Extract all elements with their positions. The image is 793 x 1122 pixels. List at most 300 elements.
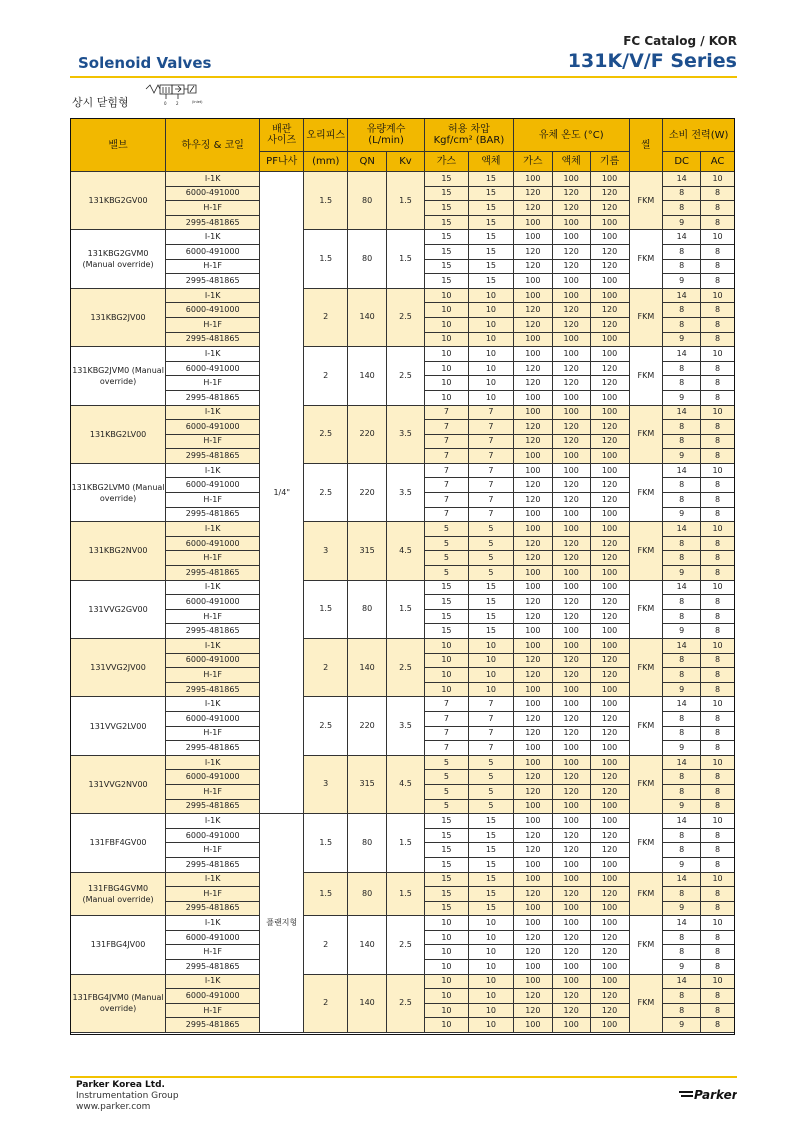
cell-housing: 2995-481865 [166,274,260,289]
cell-dc: 8 [663,609,701,624]
cell-ac: 10 [701,230,735,245]
cell-housing: 6000-491000 [166,478,260,493]
cell-t-gas: 100 [513,624,552,639]
cell-p-liquid: 15 [468,595,513,610]
cell-p-liquid: 7 [468,420,513,435]
cell-t-oil: 100 [590,288,629,303]
cell-ac: 8 [701,493,735,508]
cell-t-liquid: 120 [552,434,590,449]
cell-p-gas: 10 [424,960,468,975]
cell-t-oil: 100 [590,230,629,245]
cell-t-gas: 100 [513,274,552,289]
cell-t-oil: 120 [590,259,629,274]
cell-port-size: 플랜지형 [260,814,304,1033]
normally-closed-label: 상시 닫힘형 [72,96,129,109]
cell-t-liquid: 100 [552,463,590,478]
cell-t-liquid: 100 [552,872,590,887]
cell-dc: 8 [663,303,701,318]
cell-housing: H-1F [166,1003,260,1018]
cell-dc: 8 [663,420,701,435]
cell-housing: H-1F [166,317,260,332]
catalog-label: FC Catalog / KOR [623,34,737,48]
cell-p-gas: 10 [424,930,468,945]
cell-p-liquid: 7 [468,449,513,464]
cell-housing: H-1F [166,259,260,274]
cell-housing: 2995-481865 [166,682,260,697]
cell-ac: 8 [701,784,735,799]
cell-t-gas: 100 [513,697,552,712]
cell-p-gas: 7 [424,434,468,449]
cell-t-gas: 100 [513,901,552,916]
table-row [71,463,735,478]
th-flow-2: (L/min) [368,135,404,146]
cell-p-gas: 7 [424,478,468,493]
cell-t-oil: 120 [590,478,629,493]
cell-p-gas: 15 [424,230,468,245]
cell-t-gas: 120 [513,930,552,945]
cell-dc: 14 [663,405,701,420]
cell-p-gas: 10 [424,682,468,697]
cell-p-liquid: 15 [468,186,513,201]
cell-valve: 131KBG2JVM0 (Manual override) [71,347,166,405]
cell-ac: 8 [701,566,735,581]
cell-p-gas: 15 [424,828,468,843]
cell-t-liquid: 100 [552,215,590,230]
cell-t-liquid: 120 [552,536,590,551]
cell-p-liquid: 10 [468,390,513,405]
cell-t-gas: 120 [513,945,552,960]
cell-p-liquid: 10 [468,347,513,362]
cell-t-liquid: 120 [552,711,590,726]
cell-kv: 2.5 [387,288,425,346]
cell-ac: 8 [701,259,735,274]
cell-valve: 131KBG2LV00 [71,405,166,463]
cell-t-liquid: 100 [552,405,590,420]
cell-t-liquid: 120 [552,244,590,259]
cell-p-gas: 15 [424,215,468,230]
cell-t-oil: 100 [590,916,629,931]
cell-t-liquid: 100 [552,901,590,916]
cell-t-gas: 120 [513,595,552,610]
cell-p-liquid: 15 [468,259,513,274]
cell-ac: 8 [701,741,735,756]
cell-t-gas: 100 [513,522,552,537]
cell-t-oil: 120 [590,770,629,785]
cell-t-oil: 100 [590,507,629,522]
cell-qn: 140 [348,639,387,697]
cell-housing: 6000-491000 [166,653,260,668]
cell-p-liquid: 5 [468,784,513,799]
cell-valve: 131KBG2JV00 [71,288,166,346]
cell-t-oil: 100 [590,872,629,887]
th-valve: 밸브 [71,119,166,172]
cell-t-oil: 100 [590,215,629,230]
cell-orifice: 2 [304,916,348,974]
cell-dc: 8 [663,186,701,201]
cell-p-liquid: 10 [468,332,513,347]
table-row [71,347,735,362]
cell-ac: 8 [701,595,735,610]
cell-t-gas: 120 [513,1003,552,1018]
cell-t-gas: 120 [513,551,552,566]
cell-t-gas: 100 [513,755,552,770]
cell-t-oil: 120 [590,945,629,960]
cell-valve: 131FBF4GV00 [71,814,166,872]
cell-ac: 8 [701,901,735,916]
svg-text:2: 2 [176,101,179,106]
cell-p-gas: 15 [424,274,468,289]
cell-t-oil: 100 [590,960,629,975]
cell-kv: 2.5 [387,347,425,405]
cell-orifice: 2 [304,974,348,1032]
cell-housing: I-1K [166,522,260,537]
cell-p-gas: 15 [424,843,468,858]
th-kv: Kv [387,152,425,172]
cell-orifice: 2.5 [304,697,348,755]
th-temp-gas: 가스 [513,152,552,172]
cell-valve: 131VVG2LV00 [71,697,166,755]
cell-p-gas: 15 [424,872,468,887]
cell-t-oil: 100 [590,697,629,712]
cell-p-liquid: 7 [468,463,513,478]
cell-p-gas: 10 [424,347,468,362]
cell-ac: 8 [701,390,735,405]
cell-dc: 9 [663,682,701,697]
cell-t-gas: 100 [513,405,552,420]
cell-t-oil: 120 [590,989,629,1004]
cell-dc: 9 [663,332,701,347]
cell-t-oil: 100 [590,799,629,814]
cell-dc: 8 [663,595,701,610]
cell-p-liquid: 10 [468,989,513,1004]
cell-t-oil: 120 [590,653,629,668]
cell-t-gas: 100 [513,566,552,581]
cell-p-liquid: 10 [468,960,513,975]
cell-p-gas: 5 [424,799,468,814]
cell-seal: FKM [629,463,663,521]
page-title: Solenoid Valves [78,54,212,72]
cell-dc: 9 [663,274,701,289]
cell-p-gas: 10 [424,332,468,347]
cell-t-oil: 100 [590,1018,629,1033]
cell-t-liquid: 120 [552,726,590,741]
cell-p-gas: 15 [424,172,468,187]
th-ac: AC [701,152,735,172]
cell-housing: 2995-481865 [166,857,260,872]
cell-dc: 9 [663,566,701,581]
cell-t-liquid: 100 [552,566,590,581]
cell-t-liquid: 100 [552,522,590,537]
cell-t-liquid: 100 [552,682,590,697]
cell-dc: 9 [663,741,701,756]
cell-housing: 6000-491000 [166,930,260,945]
th-orifice-unit: (mm) [304,152,348,172]
cell-kv: 3.5 [387,405,425,463]
cell-housing: 6000-491000 [166,989,260,1004]
cell-dc: 9 [663,960,701,975]
th-flow-1: 유량계수 [366,124,406,135]
cell-valve: 131KBG2LVM0 (Manual override) [71,463,166,521]
cell-p-gas: 10 [424,945,468,960]
th-qn: QN [348,152,387,172]
cell-kv: 2.5 [387,916,425,974]
cell-orifice: 2.5 [304,463,348,521]
cell-seal: FKM [629,405,663,463]
cell-t-oil: 100 [590,463,629,478]
cell-qn: 80 [348,172,387,230]
cell-orifice: 2 [304,347,348,405]
cell-valve: 131VVG2JV00 [71,639,166,697]
cell-ac: 10 [701,463,735,478]
cell-p-gas: 10 [424,303,468,318]
cell-housing: I-1K [166,755,260,770]
cell-p-liquid: 10 [468,974,513,989]
cell-t-oil: 100 [590,901,629,916]
cell-ac: 8 [701,420,735,435]
cell-t-liquid: 100 [552,974,590,989]
cell-t-liquid: 120 [552,186,590,201]
cell-t-gas: 120 [513,989,552,1004]
cell-t-gas: 100 [513,960,552,975]
cell-t-oil: 120 [590,930,629,945]
cell-t-gas: 120 [513,653,552,668]
cell-ac: 8 [701,1018,735,1033]
cell-t-oil: 100 [590,172,629,187]
cell-t-gas: 100 [513,639,552,654]
cell-p-liquid: 15 [468,828,513,843]
cell-t-oil: 120 [590,434,629,449]
cell-dc: 8 [663,317,701,332]
cell-dc: 8 [663,244,701,259]
cell-t-gas: 120 [513,376,552,391]
cell-housing: H-1F [166,784,260,799]
logo-text: Parker [694,1088,737,1102]
cell-t-oil: 120 [590,828,629,843]
cell-seal: FKM [629,639,663,697]
cell-housing: I-1K [166,405,260,420]
cell-p-gas: 10 [424,989,468,1004]
cell-kv: 1.5 [387,172,425,230]
division-name: Instrumentation Group [76,1091,179,1101]
cell-ac: 8 [701,434,735,449]
table-row [71,230,735,245]
cell-seal: FKM [629,755,663,813]
cell-qn: 140 [348,974,387,1032]
cell-housing: H-1F [166,887,260,902]
cell-t-liquid: 100 [552,624,590,639]
cell-t-liquid: 120 [552,420,590,435]
cell-p-gas: 10 [424,288,468,303]
cell-t-liquid: 100 [552,916,590,931]
cell-p-liquid: 10 [468,682,513,697]
cell-orifice: 1.5 [304,230,348,288]
cell-seal: FKM [629,974,663,1032]
cell-t-gas: 100 [513,741,552,756]
cell-p-liquid: 7 [468,741,513,756]
cell-t-gas: 100 [513,799,552,814]
cell-dc: 9 [663,1018,701,1033]
cell-t-liquid: 100 [552,230,590,245]
cell-p-gas: 15 [424,186,468,201]
cell-p-liquid: 10 [468,1003,513,1018]
cell-valve: 131VVG2NV00 [71,755,166,813]
cell-housing: H-1F [166,609,260,624]
cell-p-liquid: 15 [468,244,513,259]
cell-p-gas: 15 [424,609,468,624]
cell-t-oil: 120 [590,726,629,741]
cell-dc: 8 [663,551,701,566]
cell-housing: 2995-481865 [166,566,260,581]
cell-dc: 9 [663,215,701,230]
cell-t-liquid: 100 [552,580,590,595]
cell-t-liquid: 120 [552,828,590,843]
cell-dc: 14 [663,522,701,537]
cell-t-oil: 120 [590,361,629,376]
cell-t-gas: 100 [513,347,552,362]
cell-ac: 10 [701,814,735,829]
cell-t-gas: 100 [513,682,552,697]
th-pressure-1: 허용 차압 [448,124,490,135]
cell-kv: 1.5 [387,814,425,872]
cell-housing: I-1K [166,463,260,478]
cell-t-liquid: 120 [552,945,590,960]
cell-p-liquid: 5 [468,522,513,537]
cell-p-gas: 10 [424,668,468,683]
table-row [71,916,735,931]
cell-housing: I-1K [166,974,260,989]
cell-t-oil: 120 [590,493,629,508]
cell-ac: 8 [701,274,735,289]
cell-dc: 8 [663,828,701,843]
cell-p-gas: 7 [424,507,468,522]
cell-t-liquid: 120 [552,887,590,902]
table-row [71,755,735,770]
cell-housing: H-1F [166,376,260,391]
cell-dc: 8 [663,259,701,274]
cell-t-liquid: 100 [552,347,590,362]
cell-p-gas: 15 [424,595,468,610]
cell-ac: 8 [701,478,735,493]
cell-t-liquid: 120 [552,595,590,610]
cell-housing: 6000-491000 [166,361,260,376]
cell-t-oil: 120 [590,244,629,259]
cell-ac: 8 [701,887,735,902]
cell-p-liquid: 10 [468,303,513,318]
cell-housing: I-1K [166,697,260,712]
cell-dc: 9 [663,449,701,464]
cell-t-liquid: 100 [552,755,590,770]
cell-t-liquid: 120 [552,361,590,376]
cell-housing: H-1F [166,493,260,508]
cell-t-oil: 120 [590,843,629,858]
cell-orifice: 3 [304,522,348,580]
cell-p-gas: 5 [424,784,468,799]
cell-t-oil: 100 [590,566,629,581]
cell-housing: 6000-491000 [166,303,260,318]
cell-dc: 9 [663,857,701,872]
cell-t-liquid: 120 [552,317,590,332]
cell-t-liquid: 120 [552,478,590,493]
cell-t-liquid: 120 [552,843,590,858]
cell-t-gas: 120 [513,244,552,259]
cell-ac: 8 [701,624,735,639]
cell-p-gas: 5 [424,755,468,770]
table-row [71,288,735,303]
cell-orifice: 1.5 [304,814,348,872]
cell-t-oil: 120 [590,595,629,610]
cell-ac: 10 [701,697,735,712]
cell-ac: 8 [701,799,735,814]
cell-housing: 2995-481865 [166,390,260,405]
cell-t-oil: 120 [590,711,629,726]
cell-ac: 8 [701,376,735,391]
cell-p-gas: 15 [424,624,468,639]
cell-p-liquid: 7 [468,478,513,493]
cell-t-oil: 120 [590,609,629,624]
cell-housing: 6000-491000 [166,770,260,785]
cell-p-gas: 10 [424,916,468,931]
cell-housing: 6000-491000 [166,711,260,726]
cell-p-gas: 7 [424,405,468,420]
spec-table-body [71,172,735,1033]
cell-t-gas: 120 [513,201,552,216]
cell-qn: 80 [348,580,387,638]
cell-dc: 9 [663,390,701,405]
cell-kv: 2.5 [387,974,425,1032]
cell-qn: 140 [348,288,387,346]
website-link[interactable]: www.parker.com [76,1102,151,1112]
cell-t-oil: 120 [590,376,629,391]
cell-ac: 8 [701,303,735,318]
cell-ac: 8 [701,843,735,858]
cell-t-liquid: 120 [552,201,590,216]
cell-orifice: 1.5 [304,872,348,916]
cell-p-gas: 5 [424,551,468,566]
cell-ac: 8 [701,215,735,230]
cell-ac: 10 [701,639,735,654]
th-port-thread: PF나사 [260,152,304,172]
th-housing-coil: 하우징 & 코일 [166,119,260,172]
cell-housing: 2995-481865 [166,960,260,975]
th-orifice: 오리피스 [304,119,348,152]
cell-t-gas: 100 [513,288,552,303]
cell-valve: 131FBG4JVM0 (Manual override) [71,974,166,1032]
cell-t-gas: 100 [513,449,552,464]
th-temp-oil: 기름 [590,152,629,172]
table-row [71,814,735,829]
cell-dc: 8 [663,930,701,945]
cell-p-gas: 7 [424,493,468,508]
cell-dc: 8 [663,843,701,858]
cell-p-liquid: 5 [468,566,513,581]
cell-t-oil: 100 [590,580,629,595]
cell-t-gas: 100 [513,332,552,347]
cell-dc: 9 [663,901,701,916]
cell-ac: 8 [701,507,735,522]
cell-t-liquid: 100 [552,288,590,303]
cell-housing: H-1F [166,726,260,741]
cell-t-oil: 100 [590,741,629,756]
footer-divider [70,1076,737,1078]
cell-housing: 2995-481865 [166,507,260,522]
cell-dc: 14 [663,697,701,712]
cell-housing: I-1K [166,814,260,829]
cell-housing: 6000-491000 [166,828,260,843]
cell-p-gas: 10 [424,376,468,391]
cell-dc: 14 [663,230,701,245]
cell-t-gas: 100 [513,172,552,187]
cell-t-liquid: 100 [552,814,590,829]
